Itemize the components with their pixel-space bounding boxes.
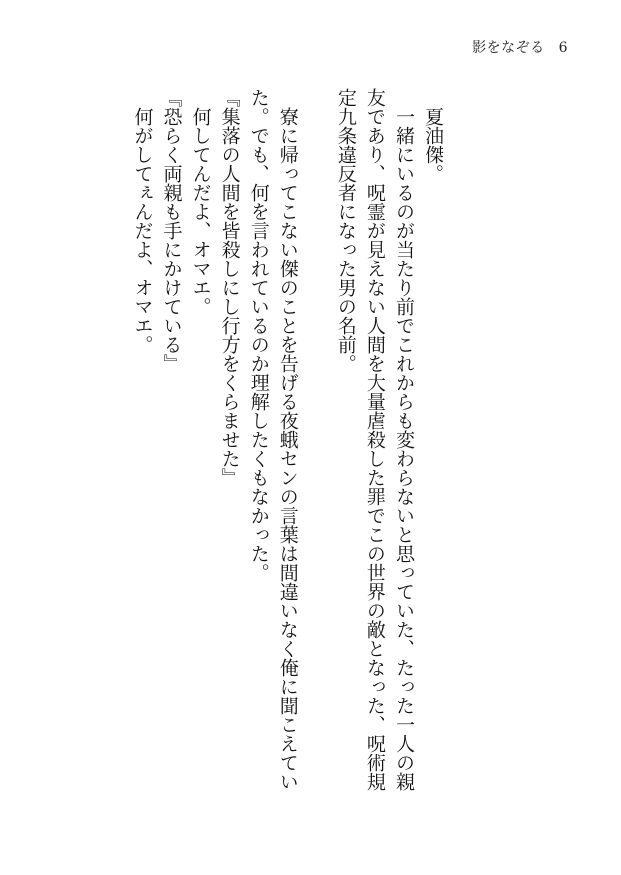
paragraph: 寮に帰ってこない傑のことを告げる夜蛾センの言葉は間違いなく俺に聞こえていた。でも、何を言われているのか理解したくもなかった。 (247, 88, 299, 791)
running-header (472, 37, 568, 57)
paragraph: 何がしてぇんだよ、オマエ。 (131, 107, 154, 354)
paragraph: 夏油傑。 (422, 107, 444, 183)
page-number: 6 (558, 40, 568, 56)
paragraph: 何してんだよ、オマエ。 (189, 107, 212, 316)
book-title: 影をなぞる (472, 40, 545, 56)
paragraph: 『恐らく両親も手にかけている』 (160, 88, 183, 373)
body-text (127, 88, 447, 798)
paragraph: 一緒にいるのが当たり前でこれからも変わらないと思っていた、たった一人の親友であり、呪霊が見えない人間を大量虐殺した罪でこの世界の敵となった、呪術規定九条違反者になった男の名前。 (334, 88, 415, 791)
paragraph: 『集落の人間を皆殺しにし行方をくらませた』 (218, 88, 241, 487)
